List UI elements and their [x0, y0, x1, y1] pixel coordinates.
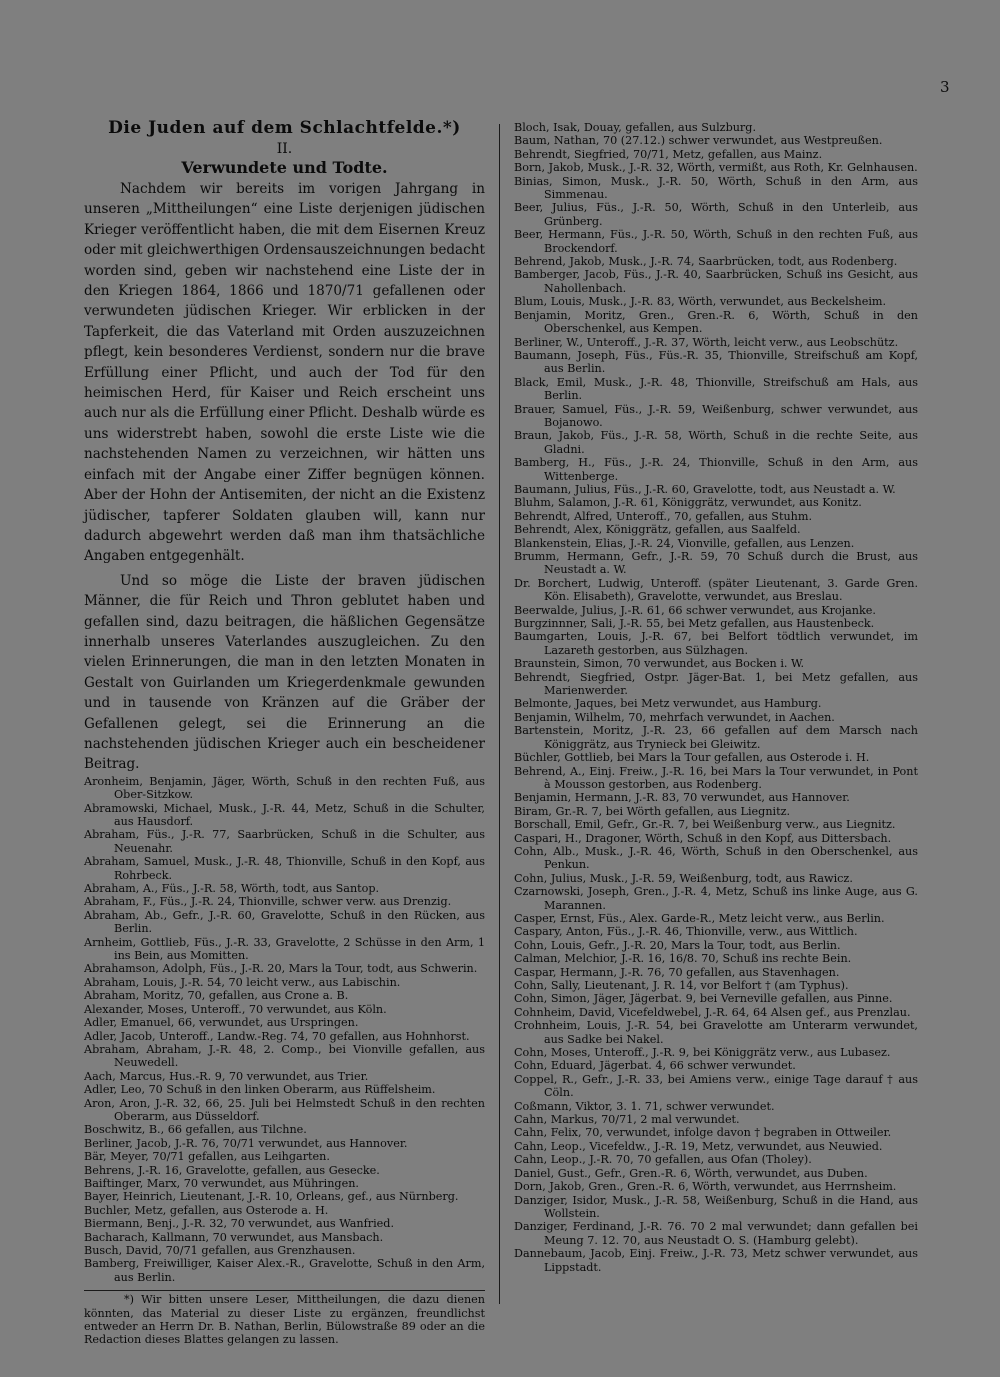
list-entry: Blankenstein, Elias, J.-R. 24, Vionville, gefallen, aus Lenzen.: [514, 536, 855, 550]
article-title: Die Juden auf dem Schlachtfelde.*): [108, 118, 461, 138]
list-entry: Baumgarten, Louis, J.-R. 67, bei Belfort tödtlich verwundet, im Lazareth gestorben, aus Sülzhagen.: [514, 630, 918, 657]
list-entry: Abramowski, Michael, Musk., J.-R. 44, Metz, Schuß in die Schulter, aus Hausdorf.: [84, 801, 485, 828]
left-column: [84, 118, 485, 1347]
list-entry: Blum, Louis, Musk., J.-R. 83, Wörth, verwundet, aus Beckelsheim.: [514, 295, 887, 309]
list-entry: Brauer, Samuel, Füs., J.-R. 59, Weißenburg, schwer verwundet, aus Bojanowo.: [514, 402, 918, 429]
right-entry-list: [514, 121, 918, 1274]
list-entry: Cohn, Sally, Lieutenant, J. R. 14, vor Belfort † (am Typhus).: [514, 979, 849, 992]
list-entry: Cohn, Simon, Jäger, Jägerbat. 9, bei Verneville gefallen, aus Pinne.: [514, 992, 893, 1006]
list-entry: Benjamin, Moritz, Gren., Gren.-R. 6, Wörth, Schuß in den Oberschenkel, aus Kempen.: [514, 308, 918, 336]
list-entry: Daniel, Gust., Gefr., Gren.-R. 6, Wörth, verwundet, aus Duben.: [514, 1166, 868, 1180]
list-entry: Bartenstein, Moritz, J.-R. 23, 66 gefallen auf dem Marsch nach Königgrätz, aus Trynieck bei Gleiwitz.: [514, 724, 918, 751]
list-entry: Caspar, Hermann, J.-R. 76, 70 gefallen, aus Stavenhagen.: [514, 965, 840, 979]
list-entry: Czarnowski, Joseph, Gren., J.-R. 4, Metz, Schuß ins linke Auge, aus G. Marannen.: [514, 885, 918, 912]
list-entry: Born, Jakob, Musk., J.-R. 32, Wörth, vermißt, aus Roth, Kr. Gelnhausen.: [514, 161, 918, 175]
list-entry: Braun, Jakob, Füs., J.-R. 58, Wörth, Schuß in die rechte Seite, aus Gladni.: [514, 429, 918, 456]
list-entry: Abraham, Füs., J.-R. 77, Saarbrücken, Schuß in die Schulter, aus Neuenahr.: [84, 828, 485, 855]
list-entry: Brumm, Hermann, Gefr., J.-R. 59, 70 Schuß durch die Brust, aus Neustadt a. W.: [514, 550, 918, 577]
list-entry: Aron, Aron, J.-R. 32, 66, 25. Juli bei Helmstedt Schuß in den rechten Oberarm, aus Düsseldorf.: [84, 1096, 485, 1123]
list-entry: Behrens, J.-R. 16, Gravelotte, gefallen, aus Gesecke.: [84, 1163, 380, 1177]
list-entry: Borschall, Emil, Gefr., Gr.-R. 7, bei Weißenburg verw., aus Liegnitz.: [514, 818, 896, 832]
list-entry: Buchler, Metz, gefallen, aus Osterode a. H.: [84, 1203, 329, 1217]
list-entry: Coßmann, Viktor, 3. 1. 71, schwer verwundet.: [514, 1099, 775, 1113]
list-entry: Cahn, Leop., Vicefeldw., J.-R. 19, Metz, verwundet, aus Neuwied.: [514, 1139, 883, 1153]
list-entry: Aach, Marcus, Hus.-R. 9, 70 verwundet, aus Trier.: [84, 1069, 369, 1083]
list-entry: Abraham, Ab., Gefr., J.-R. 60, Gravelotte, Schuß in den Rücken, aus Berlin.: [84, 908, 485, 936]
list-entry: Danziger, Isidor, Musk., J.-R. 58, Weißenburg, Schuß in die Hand, aus Wollstein.: [514, 1193, 918, 1220]
list-entry: Binias, Simon, Musk., J.-R. 50, Wörth, Schuß in den Arm, aus Simmenau.: [514, 174, 918, 202]
list-entry: Abraham, Moritz, 70, gefallen, aus Crone a. B.: [84, 989, 349, 1003]
list-entry: Danziger, Ferdinand, J.-R. 76. 70 2 mal verwundet; dann gefallen bei Meung 7. 12. 70, aus Neustadt O. S. (Hamburg gelebt).: [514, 1220, 918, 1247]
list-entry: Crohnheim, Louis, J.-R. 54, bei Gravelotte am Unterarm verwundet, aus Sadke bei Nakel.: [514, 1019, 918, 1046]
list-entry: Behrend, Jakob, Musk., J.-R. 74, Saarbrücken, todt, aus Rodenberg.: [514, 255, 898, 269]
column-divider: [499, 124, 500, 1304]
list-entry: Cahn, Markus, 70/71, 2 mal verwundet.: [514, 1113, 740, 1127]
list-entry: Bamberg, H., Füs., J.-R. 24, Thionville, Schuß in den Arm, aus Wittenberge.: [514, 456, 918, 483]
list-entry: Behrend, A., Einj. Freiw., J.-R. 16, bei Mars la Tour verwundet, in Pont à Mousson gestorben, aus Rodenberg.: [514, 764, 918, 791]
list-entry: Büchler, Gottlieb, bei Mars la Tour gefallen, aus Osterode i. H.: [514, 751, 870, 765]
list-entry: Benjamin, Wilhelm, 70, mehrfach verwundet, in Aachen.: [514, 710, 835, 724]
list-entry: Adler, Emanuel, 66, verwundet, aus Urspringen.: [84, 1016, 359, 1030]
list-entry: Berliner, Jacob, J.-R. 76, 70/71 verwundet, aus Hannover.: [84, 1136, 408, 1150]
list-entry: Abraham, Louis, J.-R. 54, 70 leicht verw., aus Labischin.: [84, 975, 401, 989]
list-entry: Beerwalde, Julius, J.-R. 61, 66 schwer verwundet, aus Krojanke.: [514, 603, 876, 617]
list-entry: Cohn, Louis, Gefr., J.-R. 20, Mars la Tour, todt, aus Berlin.: [514, 938, 841, 952]
list-entry: Abraham, Abraham, J.-R. 48, 2. Comp., bei Vionville gefallen, aus Neuwedell.: [84, 1042, 485, 1070]
list-entry: Black, Emil, Musk., J.-R. 48, Thionville, Streifschuß am Hals, aus Berlin.: [514, 375, 918, 403]
list-entry: Boschwitz, B., 66 gefallen, aus Tilchne.: [84, 1123, 307, 1137]
list-entry: Cohn, Eduard, Jägerbat. 4, 66 schwer verwundet.: [514, 1059, 796, 1073]
footnote: *) Wir bitten unsere Leser, Mittheilungen, die dazu dienen könnten, das Material zu dieser Liste zu ergänzen, freundlichst entweder an Herrn Dr. B. Nathan, Berlin, Bülowstraße 89 oder an die Redaction dieses Blattes gelangen zu lassen.: [84, 1290, 485, 1347]
list-entry: Caspari, H., Dragoner, Wörth, Schuß in den Kopf, aus Dittersbach.: [514, 831, 892, 845]
list-entry: Arnheim, Gottlieb, Füs., J.-R. 33, Gravelotte, 2 Schüsse in den Arm, 1 ins Bein, aus Momitten.: [84, 935, 485, 963]
intro-paragraph-2: Und so möge die Liste der braven jüdischen Männer, die für Reich und Thron geblutet haben und gefallen sind, dazu beitragen, die häßlichen Gegensätze innerhalb unseres Vaterlandes auszugleichen. Zu den vielen Erinnerungen, die man in den letzten Monaten in Gestalt von Guirlanden um Kriegerdenkmale gewunden und in tausende von Kränzen auf die Gräber der Gefallenen gelegt, sei die Erinnerung an die nachstehenden jüdischen Krieger auch ein bescheidener Beitrag.: [84, 572, 485, 773]
list-entry: Behrendt, Alex, Königgrätz, gefallen, aus Saalfeld.: [514, 523, 801, 537]
list-entry: Baum, Nathan, 70 (27.12.) schwer verwundet, aus Westpreußen.: [514, 134, 883, 148]
intro-paragraph-1: Nachdem wir bereits im vorigen Jahrgang in unseren „Mittheilungen“ eine Liste derjenigen jüdischen Krieger veröffentlicht haben, die mit dem Eisernen Kreuz oder mit gleichwerthigen Ordensauszeichnungen bedacht worden sind, geben wir nachstehend eine Liste der in den Kriegen 1864, 1866 und 1870/71 gefallenen oder verwundeten jüdischen Krieger. Wir erblicken in der Tapferkeit, die das Vaterland mit Orden auszuzeichnen pflegt, kein besonderes Verdienst, sondern nur die brave Erfüllung einer Pflicht, und auch der Tod für den heimischen Herd, für Kaiser und Reich erscheint uns auch nur als die Erfüllung einer Pflicht. Deshalb würde es uns widerstrebt haben, sowohl die erste Liste wie die nachstehenden Namen zu verzeichnen, wir hätten uns einfach mit der Angabe einer Ziffer begnügen können. Aber der Hohn der Antisemiten, der nicht an die Existenz jüdischer, tapferer Soldaten glauben will, kann nur dadurch abgewehrt werden daß man ihm thatsächliche Angaben entgegenhält.: [84, 181, 485, 565]
list-entry: Cahn, Leop., J.-R. 70, 70 gefallen, aus Ofan (Tholey).: [514, 1153, 812, 1167]
list-entry: Biermann, Benj., J.-R. 32, 70 verwundet, aus Wanfried.: [84, 1217, 395, 1231]
list-entry: Bamberg, Freiwilliger, Kaiser Alex.-R., Gravelotte, Schuß in den Arm, aus Berlin.: [84, 1257, 485, 1284]
list-entry: Bloch, Isak, Douay, gefallen, aus Sulzburg.: [514, 121, 756, 134]
list-entry: Caspary, Anton, Füs., J.-R. 46, Thionville, verw., aus Wittlich.: [514, 925, 858, 939]
list-entry: Adler, Jacob, Unteroff., Landw.-Reg. 74, 70 gefallen, aus Hohnhorst.: [84, 1029, 470, 1043]
list-entry: Behrendt, Alfred, Unteroff., 70, gefallen, aus Stuhm.: [514, 509, 813, 523]
list-entry: Alexander, Moses, Unteroff., 70 verwundet, aus Köln.: [84, 1002, 387, 1016]
list-entry: Bayer, Heinrich, Lieutenant, J.-R. 10, Orleans, gef., aus Nürnberg.: [84, 1190, 459, 1204]
list-entry: Beer, Hermann, Füs., J.-R. 50, Wörth, Schuß in den rechten Fuß, aus Brockendorf.: [514, 228, 918, 255]
article-subtitle: Verwundete und Todte.: [181, 158, 388, 177]
list-entry: Casper, Ernst, Füs., Alex. Garde-R., Metz leicht verw., aus Berlin.: [514, 911, 885, 925]
list-entry: Baumann, Julius, Füs., J.-R. 60, Gravelotte, todt, aus Neustadt a. W.: [514, 482, 896, 496]
list-entry: Adler, Leo, 70 Schuß in den linken Oberarm, aus Rüffelsheim.: [84, 1083, 436, 1097]
list-entry: Abraham, A., Füs., J.-R. 58, Wörth, todt, aus Santop.: [84, 882, 380, 896]
list-entry: Benjamin, Hermann, J.-R. 83, 70 verwundet, aus Hannover.: [514, 791, 850, 805]
list-entry: Bacharach, Kallmann, 70 verwundet, aus Mansbach.: [84, 1230, 384, 1244]
list-entry: Biram, Gr.-R. 7, bei Wörth gefallen, aus Liegnitz.: [514, 804, 791, 818]
list-entry: Cohn, Alb., Musk., J.-R. 46, Wörth, Schuß in den Oberschenkel, aus Penkun.: [514, 844, 918, 872]
list-entry: Abraham, F., Füs., J.-R. 24, Thionville, schwer verw. aus Drenzig.: [84, 895, 452, 909]
list-entry: Behrendt, Siegfried, 70/71, Metz, gefallen, aus Mainz.: [514, 147, 823, 161]
list-entry: Abraham, Samuel, Musk., J.-R. 48, Thionville, Schuß in den Kopf, aus Rohrbeck.: [84, 855, 485, 882]
list-entry: Burgzinnner, Sali, J.-R. 55, bei Metz gefallen, aus Haustenbeck.: [514, 617, 875, 631]
list-entry: Dr. Borchert, Ludwig, Unteroff. (später Lieutenant, 3. Garde Gren. Kön. Elisabeth), Gravelotte, verwundet, aus Breslau.: [514, 576, 918, 604]
list-entry: Busch, David, 70/71 gefallen, aus Grenzhausen.: [84, 1244, 356, 1257]
list-entry: Baiftinger, Marx, 70 verwundet, aus Mühringen.: [84, 1176, 359, 1190]
right-column: [514, 121, 918, 1274]
list-entry: Berliner, W., Unteroff., J.-R. 37, Wörth, leicht verw., aus Leobschütz.: [514, 335, 899, 349]
list-entry: Bamberger, Jacob, Füs., J.-R. 40, Saarbrücken, Schuß ins Gesicht, aus Nahollenbach.: [514, 268, 918, 295]
list-entry: Braunstein, Simon, 70 verwundet, aus Bocken i. W.: [514, 657, 805, 671]
article-part-numeral: II.: [276, 141, 293, 157]
list-entry: Belmonte, Jaques, bei Metz verwundet, aus Hamburg.: [514, 697, 822, 711]
list-entry: Bluhm, Salamon, J.-R. 61, Königgrätz, verwundet, aus Konitz.: [514, 496, 862, 510]
list-entry: Cohn, Julius, Musk., J.-R. 59, Weißenburg, todt, aus Rawicz.: [514, 871, 853, 885]
list-entry: Abrahamson, Adolph, Füs., J.-R. 20, Mars la Tour, todt, aus Schwerin.: [84, 962, 478, 976]
list-entry: Behrendt, Siegfried, Ostpr. Jäger-Bat. 1, bei Metz gefallen, aus Marienwerder.: [514, 670, 918, 698]
list-entry: Aronheim, Benjamin, Jäger, Wörth, Schuß in den rechten Fuß, aus Ober-Sitzkow.: [84, 774, 485, 802]
list-entry: Cahn, Felix, 70, verwundet, infolge davon † begraben in Ottweiler.: [514, 1126, 892, 1140]
list-entry: Bär, Meyer, 70/71 gefallen, aus Leihgarten.: [84, 1150, 330, 1164]
list-entry: Coppel, R., Gefr., J.-R. 33, bei Amiens verw., einige Tage darauf † aus Cöln.: [514, 1072, 918, 1100]
page-number: 3: [940, 78, 950, 96]
list-entry: Baumann, Joseph, Füs., Füs.-R. 35, Thionville, Streifschuß am Kopf, aus Berlin.: [514, 348, 918, 376]
left-entry-list: [84, 775, 485, 1284]
list-entry: Cohn, Moses, Unteroff., J.-R. 9, bei Königgrätz verw., aus Lubasez.: [514, 1046, 891, 1060]
list-entry: Cohnheim, David, Vicefeldwebel, J.-R. 64, 64 Alsen gef., aus Prenzlau.: [514, 1005, 911, 1019]
list-entry: Calman, Melchior, J.-R. 16, 16/8. 70, Schuß ins rechte Bein.: [514, 952, 852, 966]
list-entry: Dorn, Jakob, Gren., Gren.-R. 6, Wörth, verwundet, aus Herrnsheim.: [514, 1180, 897, 1194]
list-entry: Dannebaum, Jacob, Einj. Freiw., J.-R. 73, Metz schwer verwundet, aus Lippstadt.: [514, 1247, 918, 1274]
list-entry: Beer, Julius, Füs., J.-R. 50, Wörth, Schuß in den Unterleib, aus Grünberg.: [514, 201, 918, 228]
